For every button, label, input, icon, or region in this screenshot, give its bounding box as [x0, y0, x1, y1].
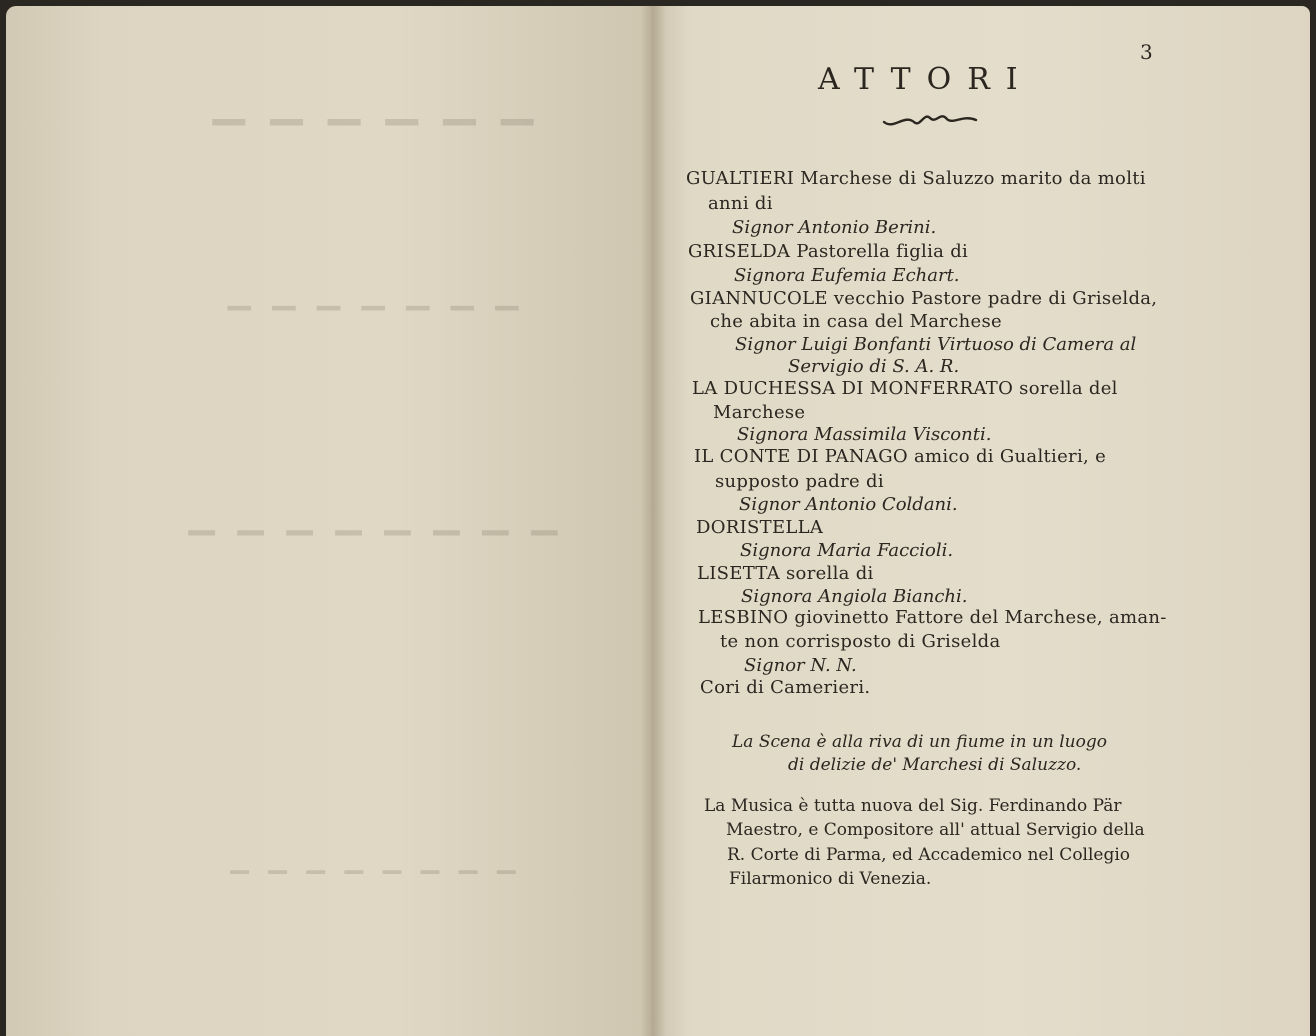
page-title: ATTORI [818, 62, 1034, 97]
chorus-line: Cori di Camerieri. [700, 677, 871, 698]
cast-actor: Signora Angiola Bianchi. [741, 586, 968, 607]
cast-role-continued: Marchese [713, 402, 806, 423]
bleed-through-line: ▁ ▁ ▁ ▁ ▁ ▁ ▁ ▁ [188, 496, 564, 536]
cast-role: GUALTIERI Marchese di Saluzzo marito da molti [686, 168, 1146, 189]
cast-actor-continued: Servigio di S. A. R. [788, 356, 960, 377]
bleed-through-line: ▁ ▁ ▁ ▁ ▁ ▁ [212, 76, 540, 125]
music-credit-continued: Filarmonico di Venezia. [729, 869, 932, 889]
cast-actor: Signor Antonio Coldani. [739, 494, 958, 515]
cast-role: LA DUCHESSA DI MONFERRATO sorella del [692, 378, 1118, 399]
cast-role: GRISELDA Pastorella figlia di [688, 241, 969, 262]
cast-actor: Signora Massimila Visconti. [737, 424, 992, 445]
cast-actor: Signora Maria Faccioli. [740, 540, 954, 561]
music-credit-continued: Maestro, e Compositore all' attual Servigio della [726, 820, 1145, 840]
ornament-swash-icon [880, 104, 980, 134]
left-page [6, 6, 651, 1036]
music-credit-continued: R. Corte di Parma, ed Accademico nel Collegio [727, 845, 1131, 865]
cast-role: DORISTELLA [696, 517, 824, 538]
cast-role: GIANNUCOLE vecchio Pastore padre di Griselda, [690, 288, 1158, 309]
cast-role: IL CONTE DI PANAGO amico di Gualtieri, e [694, 446, 1107, 467]
scene-description: La Scena è alla riva di un fiume in un luogo [732, 732, 1107, 752]
cast-actor: Signor Luigi Bonfanti Virtuoso di Camera al [735, 334, 1137, 355]
cast-role: LISETTA sorella di [697, 563, 874, 584]
scene-description-continued: di delizie de' Marchesi di Saluzzo. [788, 755, 1082, 775]
cast-actor: Signora Eufemia Echart. [734, 265, 960, 286]
cast-actor: Signor Antonio Berini. [732, 217, 937, 238]
cast-role-continued: supposto padre di [715, 471, 884, 492]
bleed-through-line: ▁ ▁ ▁ ▁ ▁ ▁ ▁ [227, 276, 525, 311]
page-number: 3 [1140, 40, 1153, 64]
cast-role: LESBINO giovinetto Fattore del Marchese, aman- [698, 607, 1167, 628]
cast-role-continued: che abita in casa del Marchese [710, 311, 1002, 332]
cast-role-continued: te non corrisposto di Griselda [720, 631, 1001, 652]
book-gutter [640, 6, 666, 1036]
music-credit: La Musica è tutta nuova del Sig. Ferdinando Pär [704, 796, 1122, 816]
cast-actor: Signor N. N. [744, 655, 857, 676]
bleed-through-line: ▁ ▁ ▁ ▁ ▁ ▁ ▁ ▁ [230, 846, 522, 874]
cast-role-continued: anni di [708, 193, 773, 214]
